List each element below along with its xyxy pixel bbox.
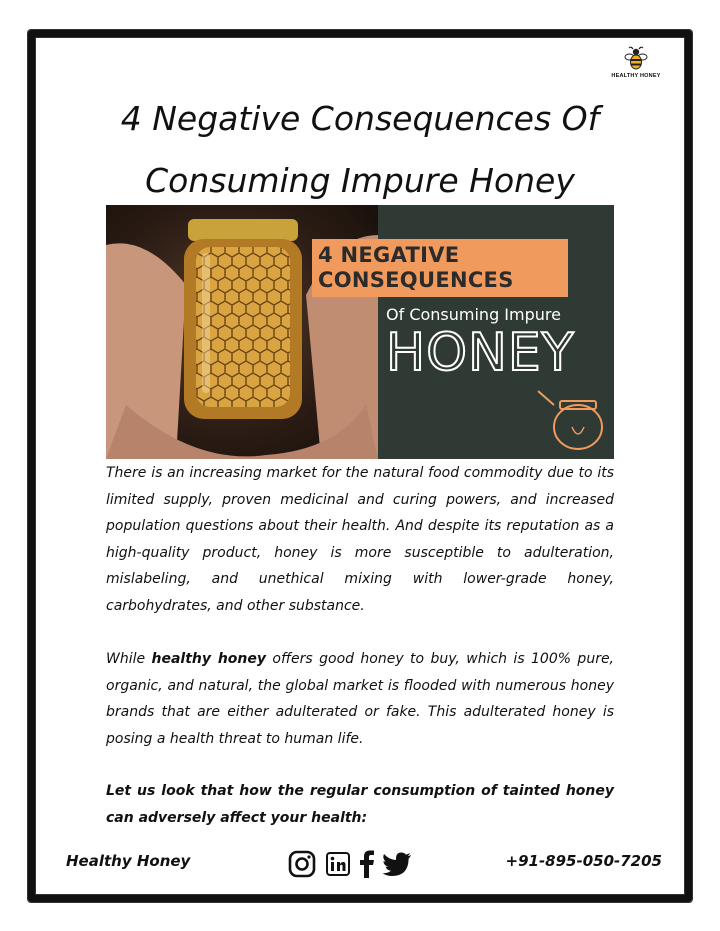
healthy-honey-logo xyxy=(610,46,662,86)
footer-phone[interactable]: +91-895-050-7205 xyxy=(505,852,662,870)
footer xyxy=(40,850,680,880)
instagram-icon[interactable] xyxy=(288,850,316,882)
paragraph-market xyxy=(106,646,614,752)
banner-line-1: 4 NEGATIVE xyxy=(318,243,460,267)
logo-text: HEALTHY HONEY xyxy=(611,73,661,79)
twitter-icon[interactable] xyxy=(382,852,412,882)
banner-heading xyxy=(318,243,514,293)
linkedin-icon[interactable] xyxy=(326,852,350,880)
hero-image xyxy=(106,205,614,459)
facebook-icon[interactable] xyxy=(358,850,376,882)
banner-subtitle: Of Consuming Impure xyxy=(386,305,561,324)
banner-line-2: CONSEQUENCES xyxy=(318,268,514,292)
paragraph-market-end: offers good honey to buy, which is 100% pure, organic, and natural, the global market is flooded with numerous honey brands that are either adulterated or fake. This adulterated honey is posing a health threat to human life. xyxy=(106,651,615,747)
paragraph-lead-in: Let us look that how the regular consumption of tainted honey can adversely affect your health: xyxy=(106,783,614,826)
paragraph-market-start: While xyxy=(106,651,152,667)
bee-icon xyxy=(624,46,648,72)
page-title: 4 Negative Consequences Of Consuming Impure Honey xyxy=(120,99,600,200)
banner-big-word: HONEY xyxy=(386,323,575,383)
footer-brand: Healthy Honey xyxy=(66,852,191,870)
paragraph-intro: There is an increasing market for the natural food commodity due to its limited supply, proven medicinal and curing powers, and increased population questions about their health. And despite its reputation as a high-quality product, honey is more susceptible to adulteration, mislabeling, and unethical mixing with lower-grade honey, carbohydrates, and other substance. xyxy=(106,465,614,614)
healthy-honey-link[interactable]: healthy honey xyxy=(151,651,266,667)
